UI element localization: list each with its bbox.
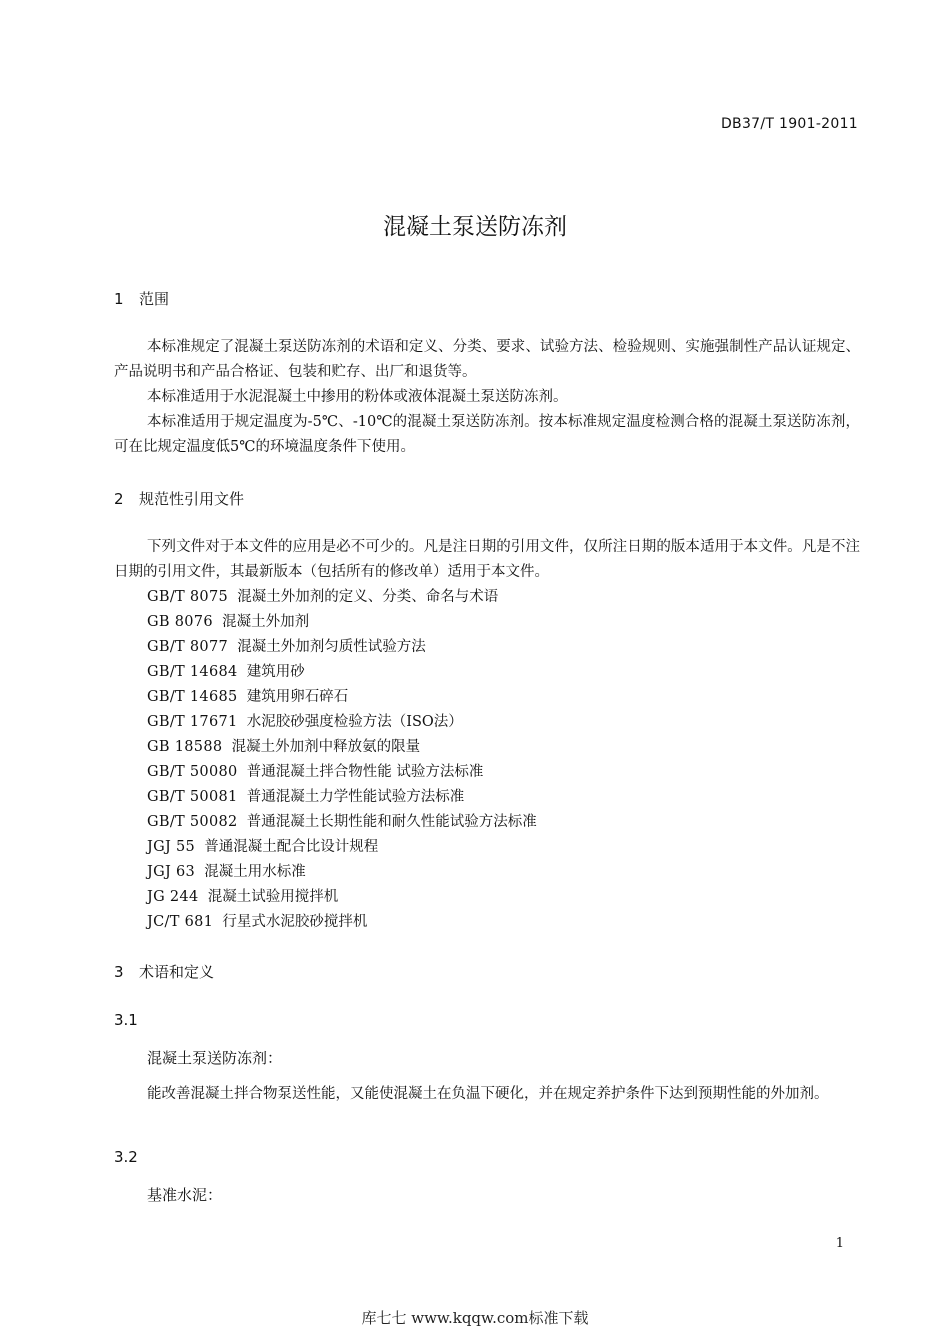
reference-code: GB 18588 <box>147 739 223 755</box>
reference-item <box>147 710 463 731</box>
reference-title: 建筑用砂 <box>246 664 305 680</box>
reference-title: 混凝土外加剂匀质性试验方法 <box>237 639 426 655</box>
reference-title: 混凝土试验用搅拌机 <box>207 889 339 905</box>
term-name: 基准水泥： <box>147 1186 223 1204</box>
reference-title: 混凝土用水标准 <box>204 864 306 880</box>
page-number: 1 <box>835 1236 844 1251</box>
term-name: 混凝土泵送防冻剂： <box>147 1049 283 1067</box>
reference-item <box>147 910 367 931</box>
reference-code: JGJ 63 <box>147 864 196 880</box>
reference-code: GB/T 8077 <box>147 639 229 655</box>
reference-code: GB/T 17671 <box>147 714 238 730</box>
section-1-heading <box>114 288 169 309</box>
section-title: 范围 <box>139 290 170 308</box>
section-title: 术语和定义 <box>139 963 215 981</box>
section-title: 规范性引用文件 <box>139 490 245 508</box>
reference-code: GB 8076 <box>147 614 213 630</box>
reference-title: 普通混凝土力学性能试验方法标准 <box>246 789 465 805</box>
reference-title: 普通混凝土长期性能和耐久性能试验方法标准 <box>246 814 537 830</box>
reference-code: JGJ 55 <box>147 839 196 855</box>
section-3-heading <box>114 961 214 982</box>
reference-title: 混凝土外加剂的定义、分类、命名与术语 <box>237 589 499 605</box>
scope-paragraph-2: 本标准适用于水泥混凝土中掺用的粉体或液体混凝土泵送防冻剂。 <box>147 389 568 405</box>
reference-title: 普通混凝土配合比设计规程 <box>204 839 379 855</box>
reference-item <box>147 635 426 656</box>
reference-item <box>147 785 464 806</box>
reference-item <box>147 685 348 706</box>
document-title: 混凝土泵送防冻剂 <box>383 214 567 240</box>
reference-item <box>147 860 306 881</box>
reference-title: 混凝土外加剂 <box>222 614 310 630</box>
reference-title: 行星式水泥胶砂搅拌机 <box>222 914 368 930</box>
reference-item <box>147 610 309 631</box>
reference-title: 建筑用卵石碎石 <box>246 689 349 705</box>
section-number: 1 <box>114 290 124 308</box>
reference-code: GB/T 50081 <box>147 789 238 805</box>
reference-title: 水泥胶砂强度检验方法（ISO法） <box>246 714 463 730</box>
reference-item <box>147 760 483 781</box>
section-2-heading <box>114 488 244 509</box>
term-number: 3.2 <box>114 1148 138 1166</box>
scope-paragraph-3: 本标准适用于规定温度为-5℃、-10℃的混凝土泵送防冻剂。按本标准规定温度检测合格的混凝土泵送防冻剂，可在比规定温度低5℃的环境温度条件下使用。 <box>114 414 860 455</box>
reference-code: GB/T 50080 <box>147 764 238 780</box>
reference-code: GB/T 50082 <box>147 814 238 830</box>
reference-item <box>147 835 378 856</box>
scope-paragraph-1: 本标准规定了混凝土泵送防冻剂的术语和定义、分类、要求、试验方法、检验规则、实施强制性产品认证规定、产品说明书和产品合格证、包装和贮存、出厂和退货等。 <box>114 339 860 380</box>
reference-item <box>147 660 305 681</box>
reference-code: GB/T 8075 <box>147 589 229 605</box>
reference-item <box>147 810 537 831</box>
reference-code: JC/T 681 <box>147 914 214 930</box>
reference-code: GB/T 14684 <box>147 664 238 680</box>
reference-title: 普通混凝土拌合物性能 试验方法标准 <box>246 764 484 780</box>
normative-intro: 下列文件对于本文件的应用是必不可少的。凡是注日期的引用文件，仅所注日期的版本适用于本文件。凡是不注日期的引用文件，其最新版本（包括所有的修改单）适用于本文件。 <box>114 539 860 580</box>
reference-item <box>147 885 338 906</box>
reference-code: JG 244 <box>147 889 199 905</box>
section-number: 3 <box>114 963 124 981</box>
reference-item <box>147 735 420 756</box>
reference-item <box>147 585 498 606</box>
reference-title: 混凝土外加剂中释放氨的限量 <box>231 739 421 755</box>
term-definition: 能改善混凝土拌合物泵送性能，又能使混凝土在负温下硬化，并在规定养护条件下达到预期性能的外加剂。 <box>147 1086 829 1102</box>
term-number: 3.1 <box>114 1011 138 1029</box>
section-number: 2 <box>114 490 124 508</box>
footer-watermark: 库七七 www.kqqw.com标准下载 <box>361 1309 589 1327</box>
standard-code: DB37/T 1901-2011 <box>720 116 858 132</box>
reference-code: GB/T 14685 <box>147 689 238 705</box>
